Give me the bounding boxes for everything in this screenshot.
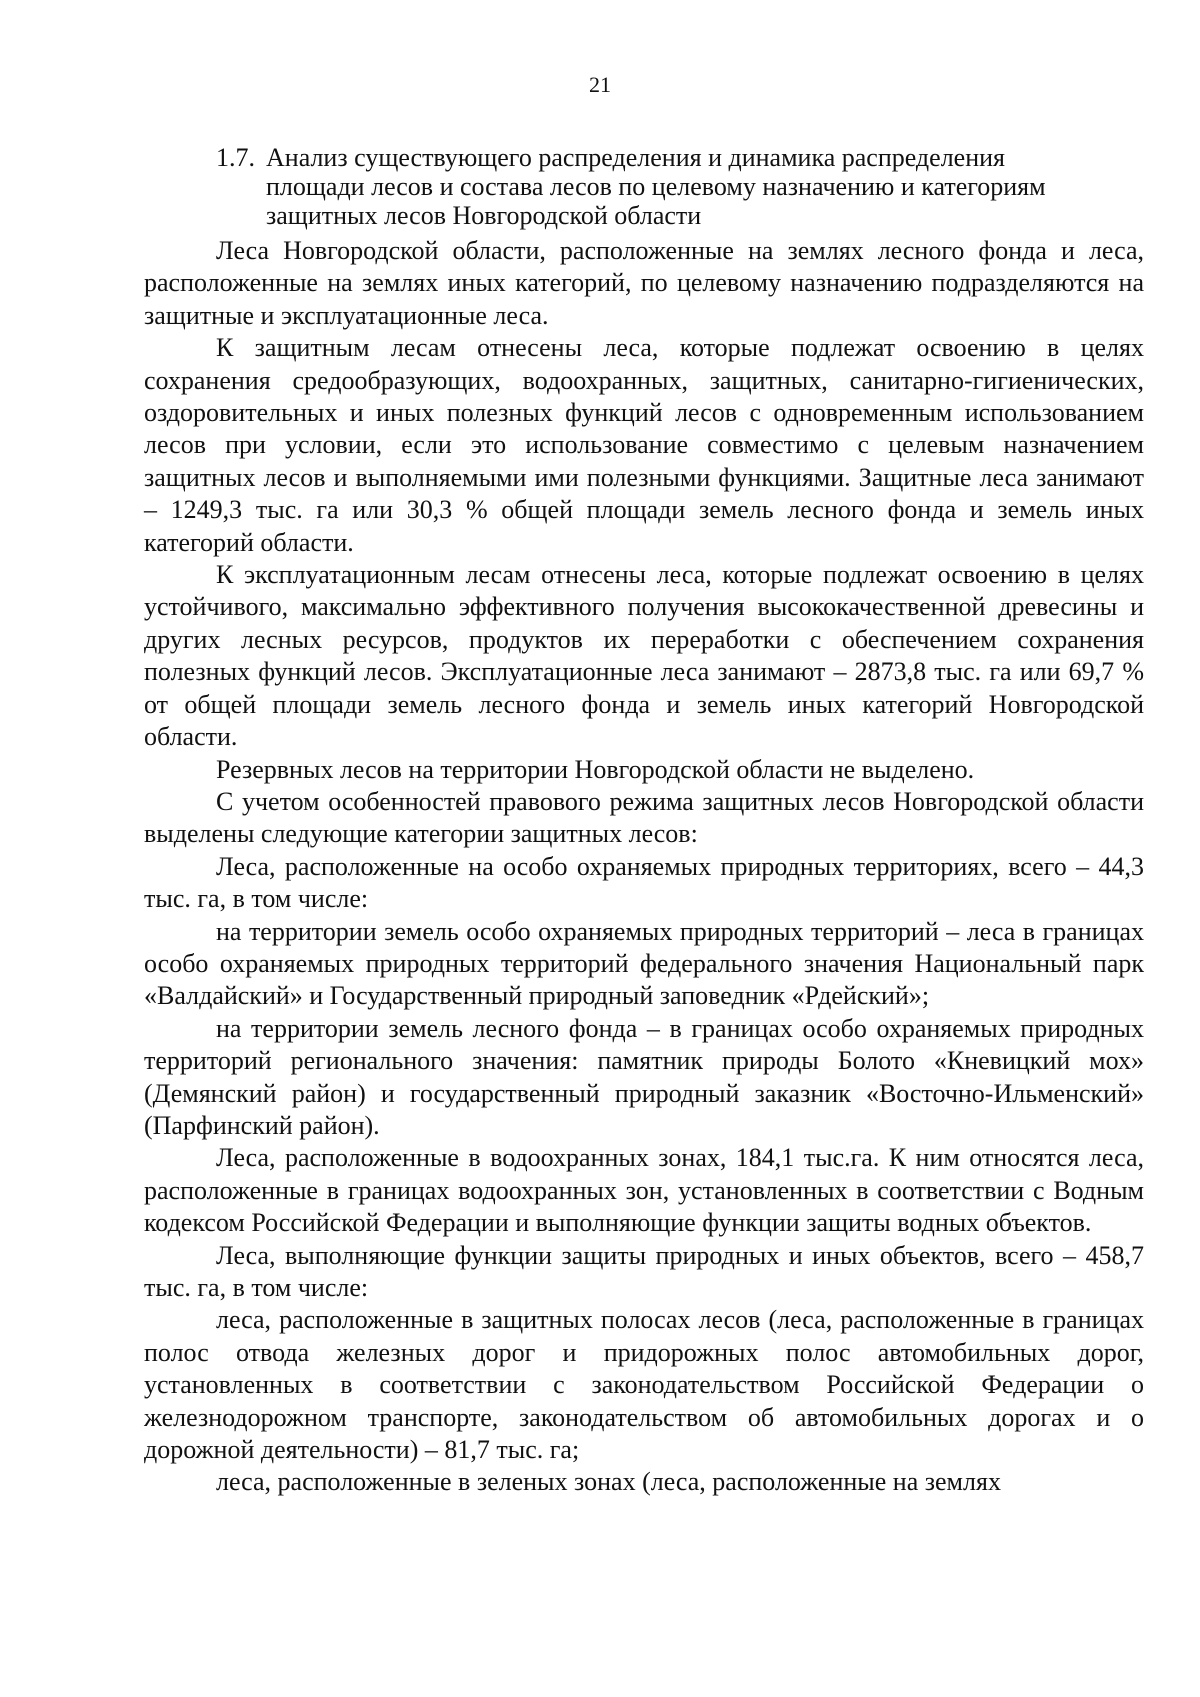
paragraph-11: леса, расположенные в защитных полосах лесов (леса, расположенные в границах полос отвода железных дорог и придорожных полос автомобильных дорог, установленных в соответствии с законодательством Российской Федерации о железнодорожном транспорте, законодательством об автомобильных дорогах и о дорожной деятельности) – 81,7 тыс. га; [144,1305,1144,1465]
paragraph-6: Леса, расположенные на особо охраняемых природных территориях, всего – 44,3 тыс. га, в том числе: [144,851,1144,914]
section-heading-line-3: защитных лесов Новгородской области [266,201,702,230]
section-heading [216,143,1116,230]
section-heading-line-2: площади лесов и состава лесов по целевому назначению и категориям [266,172,1046,201]
paragraph-3: К эксплуатационным лесам отнесены леса, которые подлежат освоению в целях устойчивого, максимально эффективного получения высококачественной древесины и других лесных ресурсов, продуктов их переработки с обеспечением сохранения полезных функций лесов. Эксплуатационные леса занимают – 2873,8 тыс. га или 69,7 % от общей площади земель лесного фонда и земель иных категорий Новгородской области. [144,560,1144,752]
paragraph-12: леса, расположенные в зеленых зонах (леса, расположенные на землях [216,1467,1001,1497]
paragraph-10: Леса, выполняющие функции защиты природных и иных объектов, всего – 458,7 тыс. га, в том числе: [144,1240,1144,1302]
paragraph-1: Леса Новгородской области, расположенные на землях лесного фонда и леса, расположенные на землях иных категорий, по целевому назначению подразделяются на защитные и эксплуатационные леса. [144,236,1144,330]
section-number: 1.7. [216,143,255,172]
paragraph-5: С учетом особенностей правового режима защитных лесов Новгородской области выделены следующие категории защитных лесов: [144,786,1144,849]
section-heading-text-1: Анализ существующего распределения и динамика распределения [266,143,1005,172]
document-body [144,235,1144,1499]
page-number: 21 [589,72,611,97]
paragraph-4: Резервных лесов на территории Новгородской области не выделено. [216,754,975,784]
paragraph-7: на территории земель особо охраняемых природных территорий – леса в границах особо охраняемых природных территорий федерального значения Национальный парк «Валдайский» и Государственный природный заповедник «Рдейский»; [144,916,1144,1011]
paragraph-2: К защитным лесам отнесены леса, которые подлежат освоению в целях сохранения средообразующих, водоохранных, защитных, санитарно-гигиенических, оздоровительных и иных полезных функций лесов с одновременным использованием лесов при условии, если это использование совместимо с целевым назначением защитных лесов и выполняемыми ими полезными функциями. Защитные леса занимают – 1249,3 тыс. га или 30,3 % общей площади земель лесного фонда и земель иных категорий области. [144,333,1144,557]
paragraph-9: Леса, расположенные в водоохранных зонах, 184,1 тыс.га. К ним относятся леса, расположенные в границах водоохранных зон, установленных в соответствии с Водным кодексом Российской Федерации и выполняющие функции защиты водных объектов. [144,1143,1144,1238]
paragraph-8: на территории земель лесного фонда – в границах особо охраняемых природных территорий регионального значения: памятник природы Болото «Кневицкий мох» (Демянский район) и государственный природный заказник «Восточно-Ильменский» (Парфинский район). [144,1013,1144,1140]
section-heading-line-1 [216,143,1116,172]
